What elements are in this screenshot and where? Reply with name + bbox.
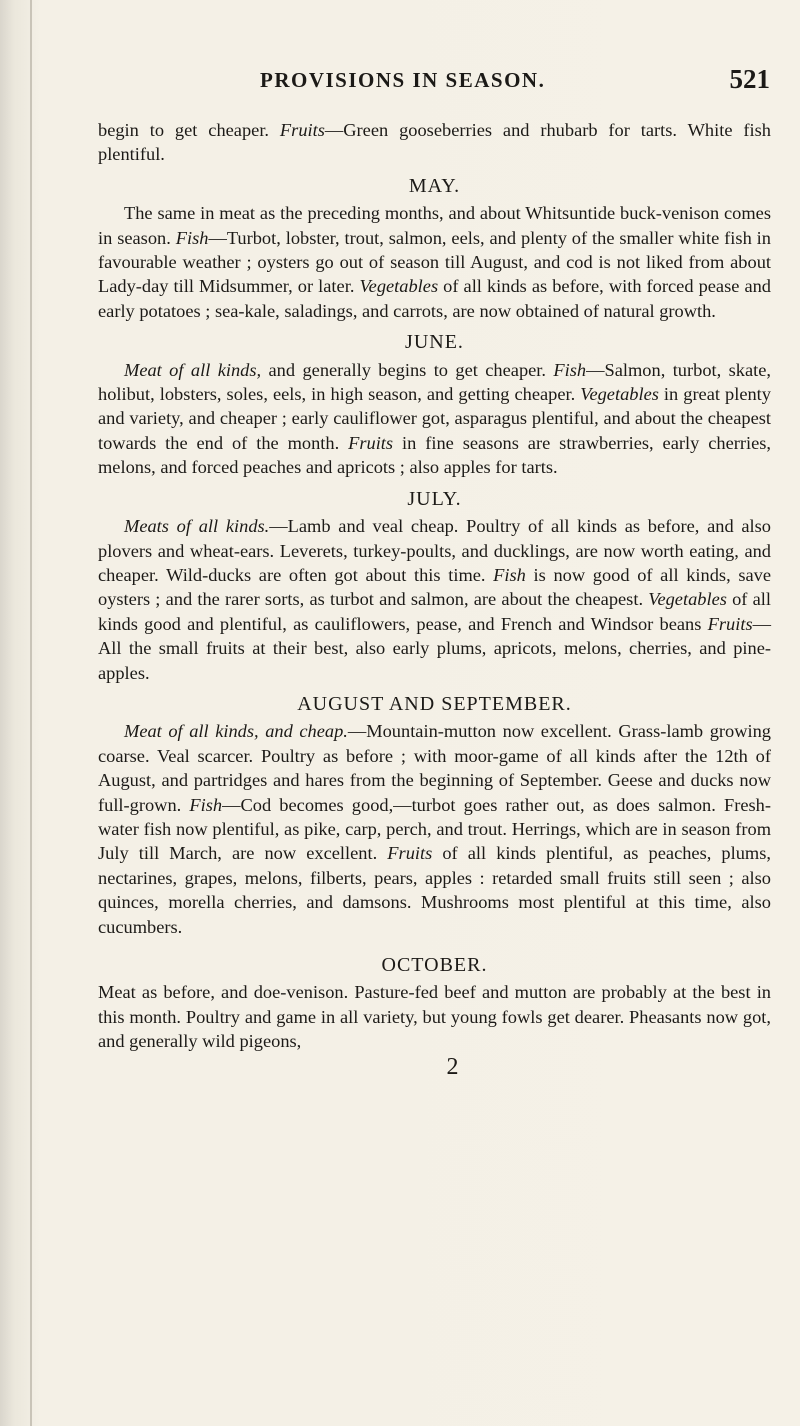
running-head: PROVISIONS IN SEASON. (260, 68, 546, 92)
paragraph-text: —Salmon, turbot, skate, holibut, lobsters, soles, eels, in high season, and getting cheaper. (98, 359, 771, 405)
june-paragraph (98, 358, 771, 480)
meat-label: Meat of all kinds, (124, 359, 262, 380)
paragraph-text: —All the small fruits at their best, also early plums, apricots, melons, cherries, and pine-apples. (98, 613, 771, 683)
intro-text: —Green gooseberries and rhubarb for tarts. White fish plentiful. (98, 120, 771, 165)
section-heading-august-september: AUGUST AND SEPTEMBER. (297, 692, 572, 715)
fruits-label: Fruits (348, 432, 394, 453)
section-heading-july: JULY. (407, 487, 462, 510)
paragraph-text: Meat as before, and doe-venison. Pasture-fed beef and mutton are probably at the best in this month. Poultry and game in all variety, but young fowls get dearer. Pheasants now got, and generally wild pigeons, (98, 982, 771, 1052)
meat-label: Meat of all kinds, and cheap. (124, 721, 348, 742)
fruits-label: Fruits (387, 843, 433, 864)
paragraph-text: and generally begins to get cheaper. (261, 359, 554, 380)
page-header (120, 64, 770, 104)
page-body (98, 118, 771, 1079)
paragraph-text: —Mountain-mutton now excellent. Grass-lamb growing coarse. Veal scarcer. Poultry as before ; with moor-game of all kinds after the 12th of August, and partridges and hares from the beginning of September. Geese and ducks now full-grown. (98, 721, 771, 815)
paragraph-text: of all kinds as before, with forced pease and early potatoes ; sea-kale, saladings, and carrots, are now obtained of natural growth. (98, 276, 772, 321)
may-paragraph (98, 201, 771, 323)
page-gutter (30, 0, 32, 1426)
october-paragraph (98, 980, 771, 1053)
vegetables-label: Vegetables (580, 384, 659, 405)
paragraph-text: The same in meat as the preceding months, and about Whitsuntide buck-venison comes in season. (98, 203, 771, 248)
paragraph-text: of all kinds good and plentiful, as cauliflowers, pease, and French and Windsor beans (98, 589, 772, 634)
fruits-label: Fruits (707, 613, 753, 634)
august-september-paragraph (98, 719, 771, 939)
paragraph-text: —Cod becomes good,—turbot goes rather out, as does salmon. Fresh-water fish now plentiful, as pike, carp, perch, and trout. Herrings, which are in season from July till March, are now excellent. (98, 794, 771, 864)
paragraph-text: of all kinds plentiful, as peaches, plums, nectarines, grapes, melons, filberts, pears, apples : retarded small fruits still seen ; also quinces, morella cherries, and damsons. Mushrooms most plentiful at this time, also cucumbers. (98, 843, 771, 937)
section-heading-may: MAY. (408, 174, 461, 197)
vegetables-label: Vegetables (359, 276, 439, 297)
fish-label: Fish (189, 794, 223, 815)
paragraph-text: —Turbot, lobster, trout, salmon, eels, and plenty of the smaller white fish in favourable weather ; oysters go out of season till August, and cod is not liked from about Lady-day till Midsummer, or later. (98, 227, 771, 297)
fish-label: Fish (175, 227, 209, 248)
meats-label: Meats of all kinds. (124, 516, 270, 537)
intro-text: begin to get cheaper. (98, 120, 280, 140)
intro-paragraph (98, 118, 771, 167)
fish-label: Fish (493, 564, 526, 585)
fish-label: Fish (553, 359, 587, 380)
july-paragraph (98, 514, 771, 685)
paragraph-text: is now good of all kinds, save oysters ; and the rarer sorts, as turbot and salmon, are about the cheapest. (98, 564, 772, 610)
vegetables-label: Vegetables (648, 589, 727, 610)
signature-mark: 2 (446, 1053, 459, 1080)
paragraph-text: —Lamb and veal cheap. Poultry of all kinds as before, and also plovers and wheat-ears. Leverets, turkey-poults, and ducklings, are now worth eating, and cheaper. Wild-ducks are often got about this time. (98, 516, 771, 585)
paragraph-text: in great plenty and variety, and cheaper ; early cauliflower got, asparagus plentiful, and about the cheapest towards the end of the month. (98, 384, 771, 453)
section-heading-october: OCTOBER. (381, 954, 488, 976)
fruits-label: Fruits (279, 120, 325, 140)
page-number: 521 (729, 64, 770, 94)
section-heading-june: JUNE. (405, 331, 464, 354)
paragraph-text: in fine seasons are strawberries, early cherries, melons, and forced peaches and apricots ; also apples for tarts. (98, 432, 772, 478)
